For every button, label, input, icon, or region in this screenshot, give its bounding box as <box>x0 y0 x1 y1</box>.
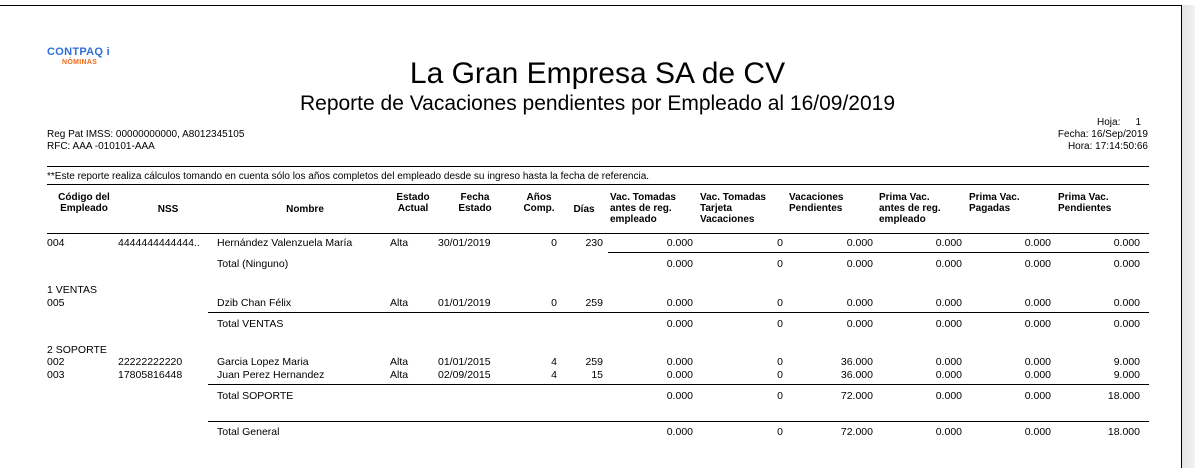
divider <box>47 166 1149 167</box>
cell-prima-pend: 0.000 <box>1113 237 1140 249</box>
cell-prima-pag: 0.000 <box>1024 369 1051 381</box>
subtotal-line <box>608 252 1149 253</box>
cell-anos: 0 <box>551 237 557 249</box>
cell-prima-pag: 0.000 <box>1024 237 1051 249</box>
grand-total-vac-pend: 72.000 <box>840 426 873 438</box>
logo-product: NÓMINAS <box>62 59 98 66</box>
header-vac-pend: Vacaciones Pendientes <box>789 192 844 214</box>
cell-prima-antes: 0.000 <box>935 369 962 381</box>
cell-nss: 22222222220 <box>118 356 183 368</box>
cell-nombre: Hernández Valenzuela María <box>217 237 353 249</box>
cell-estado: Alta <box>390 237 409 249</box>
cell-codigo: 004 <box>47 237 65 249</box>
cell-vac-pend: 36.000 <box>840 356 873 368</box>
total-vac-tarjeta: 0 <box>777 258 783 270</box>
header-codigo: Código del Empleado <box>58 192 110 214</box>
report-note: **Este reporte realiza cálculos tomando en cuenta sólo los años completos del empleado desde su ingreso hasta la fecha de referencia. <box>47 171 650 182</box>
cell-vac-antes: 0.000 <box>666 356 693 368</box>
cell-anos: 4 <box>551 356 557 368</box>
total-prima-pag: 0.000 <box>1024 390 1051 402</box>
report-date: Fecha: 16/Sep/2019 <box>1057 129 1148 140</box>
cell-vac-antes: 0.000 <box>666 297 693 309</box>
page-edge-top <box>0 5 1186 6</box>
subtotal-line <box>208 312 1149 313</box>
cell-prima-antes: 0.000 <box>935 237 962 249</box>
total-vac-tarjeta: 0 <box>777 318 783 330</box>
grand-total-label: Total General <box>217 426 280 438</box>
total-prima-pag: 0.000 <box>1024 258 1051 270</box>
header-prima-pag: Prima Vac. Pagadas <box>969 192 1020 214</box>
total-vac-pend: 72.000 <box>840 390 873 402</box>
total-vac-antes: 0.000 <box>666 318 693 330</box>
cell-prima-pend: 0.000 <box>1113 297 1140 309</box>
total-vac-pend: 0.000 <box>846 258 873 270</box>
divider <box>47 184 1149 185</box>
hoja-label: Hoja: <box>1097 117 1121 128</box>
header-prima-pend: Prima Vac. Pendientes <box>1058 192 1112 214</box>
total-prima-antes: 0.000 <box>935 318 962 330</box>
grand-total-vac-antes: 0.000 <box>666 426 693 438</box>
total-prima-pend: 0.000 <box>1113 318 1140 330</box>
cell-vac-tarjeta: 0 <box>777 297 783 309</box>
header-dias: Días <box>573 204 595 215</box>
cell-vac-tarjeta: 0 <box>777 237 783 249</box>
grand-total-line <box>208 421 1149 422</box>
cell-vac-antes: 0.000 <box>666 237 693 249</box>
cell-fecha: 30/01/2019 <box>438 237 491 249</box>
grand-total-prima-pend: 18.000 <box>1107 426 1140 438</box>
total-prima-pend: 0.000 <box>1113 258 1140 270</box>
header-estado: Estado Actual <box>396 192 430 214</box>
total-label: Total VENTAS <box>217 318 284 330</box>
cell-nombre: Juan Perez Hernandez <box>217 369 325 381</box>
total-prima-pag: 0.000 <box>1024 318 1051 330</box>
cell-vac-pend: 36.000 <box>840 369 873 381</box>
total-prima-pend: 18.000 <box>1107 390 1140 402</box>
cell-vac-tarjeta: 0 <box>777 369 783 381</box>
cell-codigo: 005 <box>47 297 65 309</box>
cell-prima-pend: 9.000 <box>1113 369 1140 381</box>
cell-nss: 4444444444444.. <box>118 237 200 249</box>
cell-dias: 259 <box>585 356 603 368</box>
rfc: RFC: AAA -010101-AAA <box>47 141 155 152</box>
cell-dias: 259 <box>585 297 603 309</box>
cell-vac-pend: 0.000 <box>846 297 873 309</box>
cell-nombre: Dzib Chan Félix <box>217 297 292 309</box>
cell-fecha: 02/09/2015 <box>438 369 491 381</box>
cell-estado: Alta <box>390 297 409 309</box>
header-nombre: Nombre <box>286 204 324 215</box>
header-vac-tarjeta: Vac. Tomadas Tarjeta Vacaciones <box>700 192 766 225</box>
cell-prima-pend: 9.000 <box>1113 356 1140 368</box>
cell-vac-pend: 0.000 <box>846 237 873 249</box>
grand-total-vac-tarjeta: 0 <box>777 426 783 438</box>
header-divider <box>47 233 1149 234</box>
header-vac-antes: Vac. Tomadas antes de reg. empleado <box>610 192 676 225</box>
hoja-value: 1 <box>1135 117 1141 128</box>
total-label: Total SOPORTE <box>217 390 294 402</box>
cell-dias: 15 <box>591 369 603 381</box>
cell-nss: 17805816448 <box>118 369 183 381</box>
cell-dias: 230 <box>585 237 603 249</box>
header-prima-antes: Prima Vac. antes de reg. empleado <box>879 192 941 225</box>
total-vac-antes: 0.000 <box>666 258 693 270</box>
cell-vac-tarjeta: 0 <box>777 356 783 368</box>
cell-codigo: 002 <box>47 356 65 368</box>
header-anos: Años Comp. <box>523 192 555 214</box>
cell-fecha: 01/01/2015 <box>438 356 491 368</box>
subtotal-line <box>208 384 1149 385</box>
cell-prima-antes: 0.000 <box>935 297 962 309</box>
group-title: 1 VENTAS <box>47 284 97 296</box>
cell-prima-antes: 0.000 <box>935 356 962 368</box>
cell-prima-pag: 0.000 <box>1024 297 1051 309</box>
total-vac-pend: 0.000 <box>846 318 873 330</box>
cell-estado: Alta <box>390 369 409 381</box>
total-vac-tarjeta: 0 <box>777 390 783 402</box>
cell-estado: Alta <box>390 356 409 368</box>
total-prima-antes: 0.000 <box>935 258 962 270</box>
cell-codigo: 003 <box>47 369 65 381</box>
cell-anos: 0 <box>551 297 557 309</box>
total-label: Total (Ninguno) <box>217 258 289 270</box>
header-fecha: Fecha Estado <box>458 192 492 214</box>
cell-vac-antes: 0.000 <box>666 369 693 381</box>
reg-pat-imss: Reg Pat IMSS: 00000000000, A8012345105 <box>47 129 245 140</box>
header-nss: NSS <box>157 204 179 215</box>
grand-total-prima-antes: 0.000 <box>935 426 962 438</box>
cell-prima-pag: 0.000 <box>1024 356 1051 368</box>
total-prima-antes: 0.000 <box>935 390 962 402</box>
report-subtitle: Reporte de Vacaciones pendientes por Empleado al 16/09/2019 <box>299 92 896 115</box>
report-time: Hora: 17:14:50:66 <box>1067 141 1148 152</box>
group-title: 2 SOPORTE <box>47 344 107 356</box>
company-title: La Gran Empresa SA de CV <box>409 57 786 90</box>
cell-fecha: 01/01/2019 <box>438 297 491 309</box>
grand-total-prima-pag: 0.000 <box>1024 426 1051 438</box>
total-vac-antes: 0.000 <box>666 390 693 402</box>
cell-nombre: Garcia Lopez Maria <box>217 356 309 368</box>
cell-anos: 4 <box>551 369 557 381</box>
logo-brand: CONTPAQ i <box>47 46 110 58</box>
